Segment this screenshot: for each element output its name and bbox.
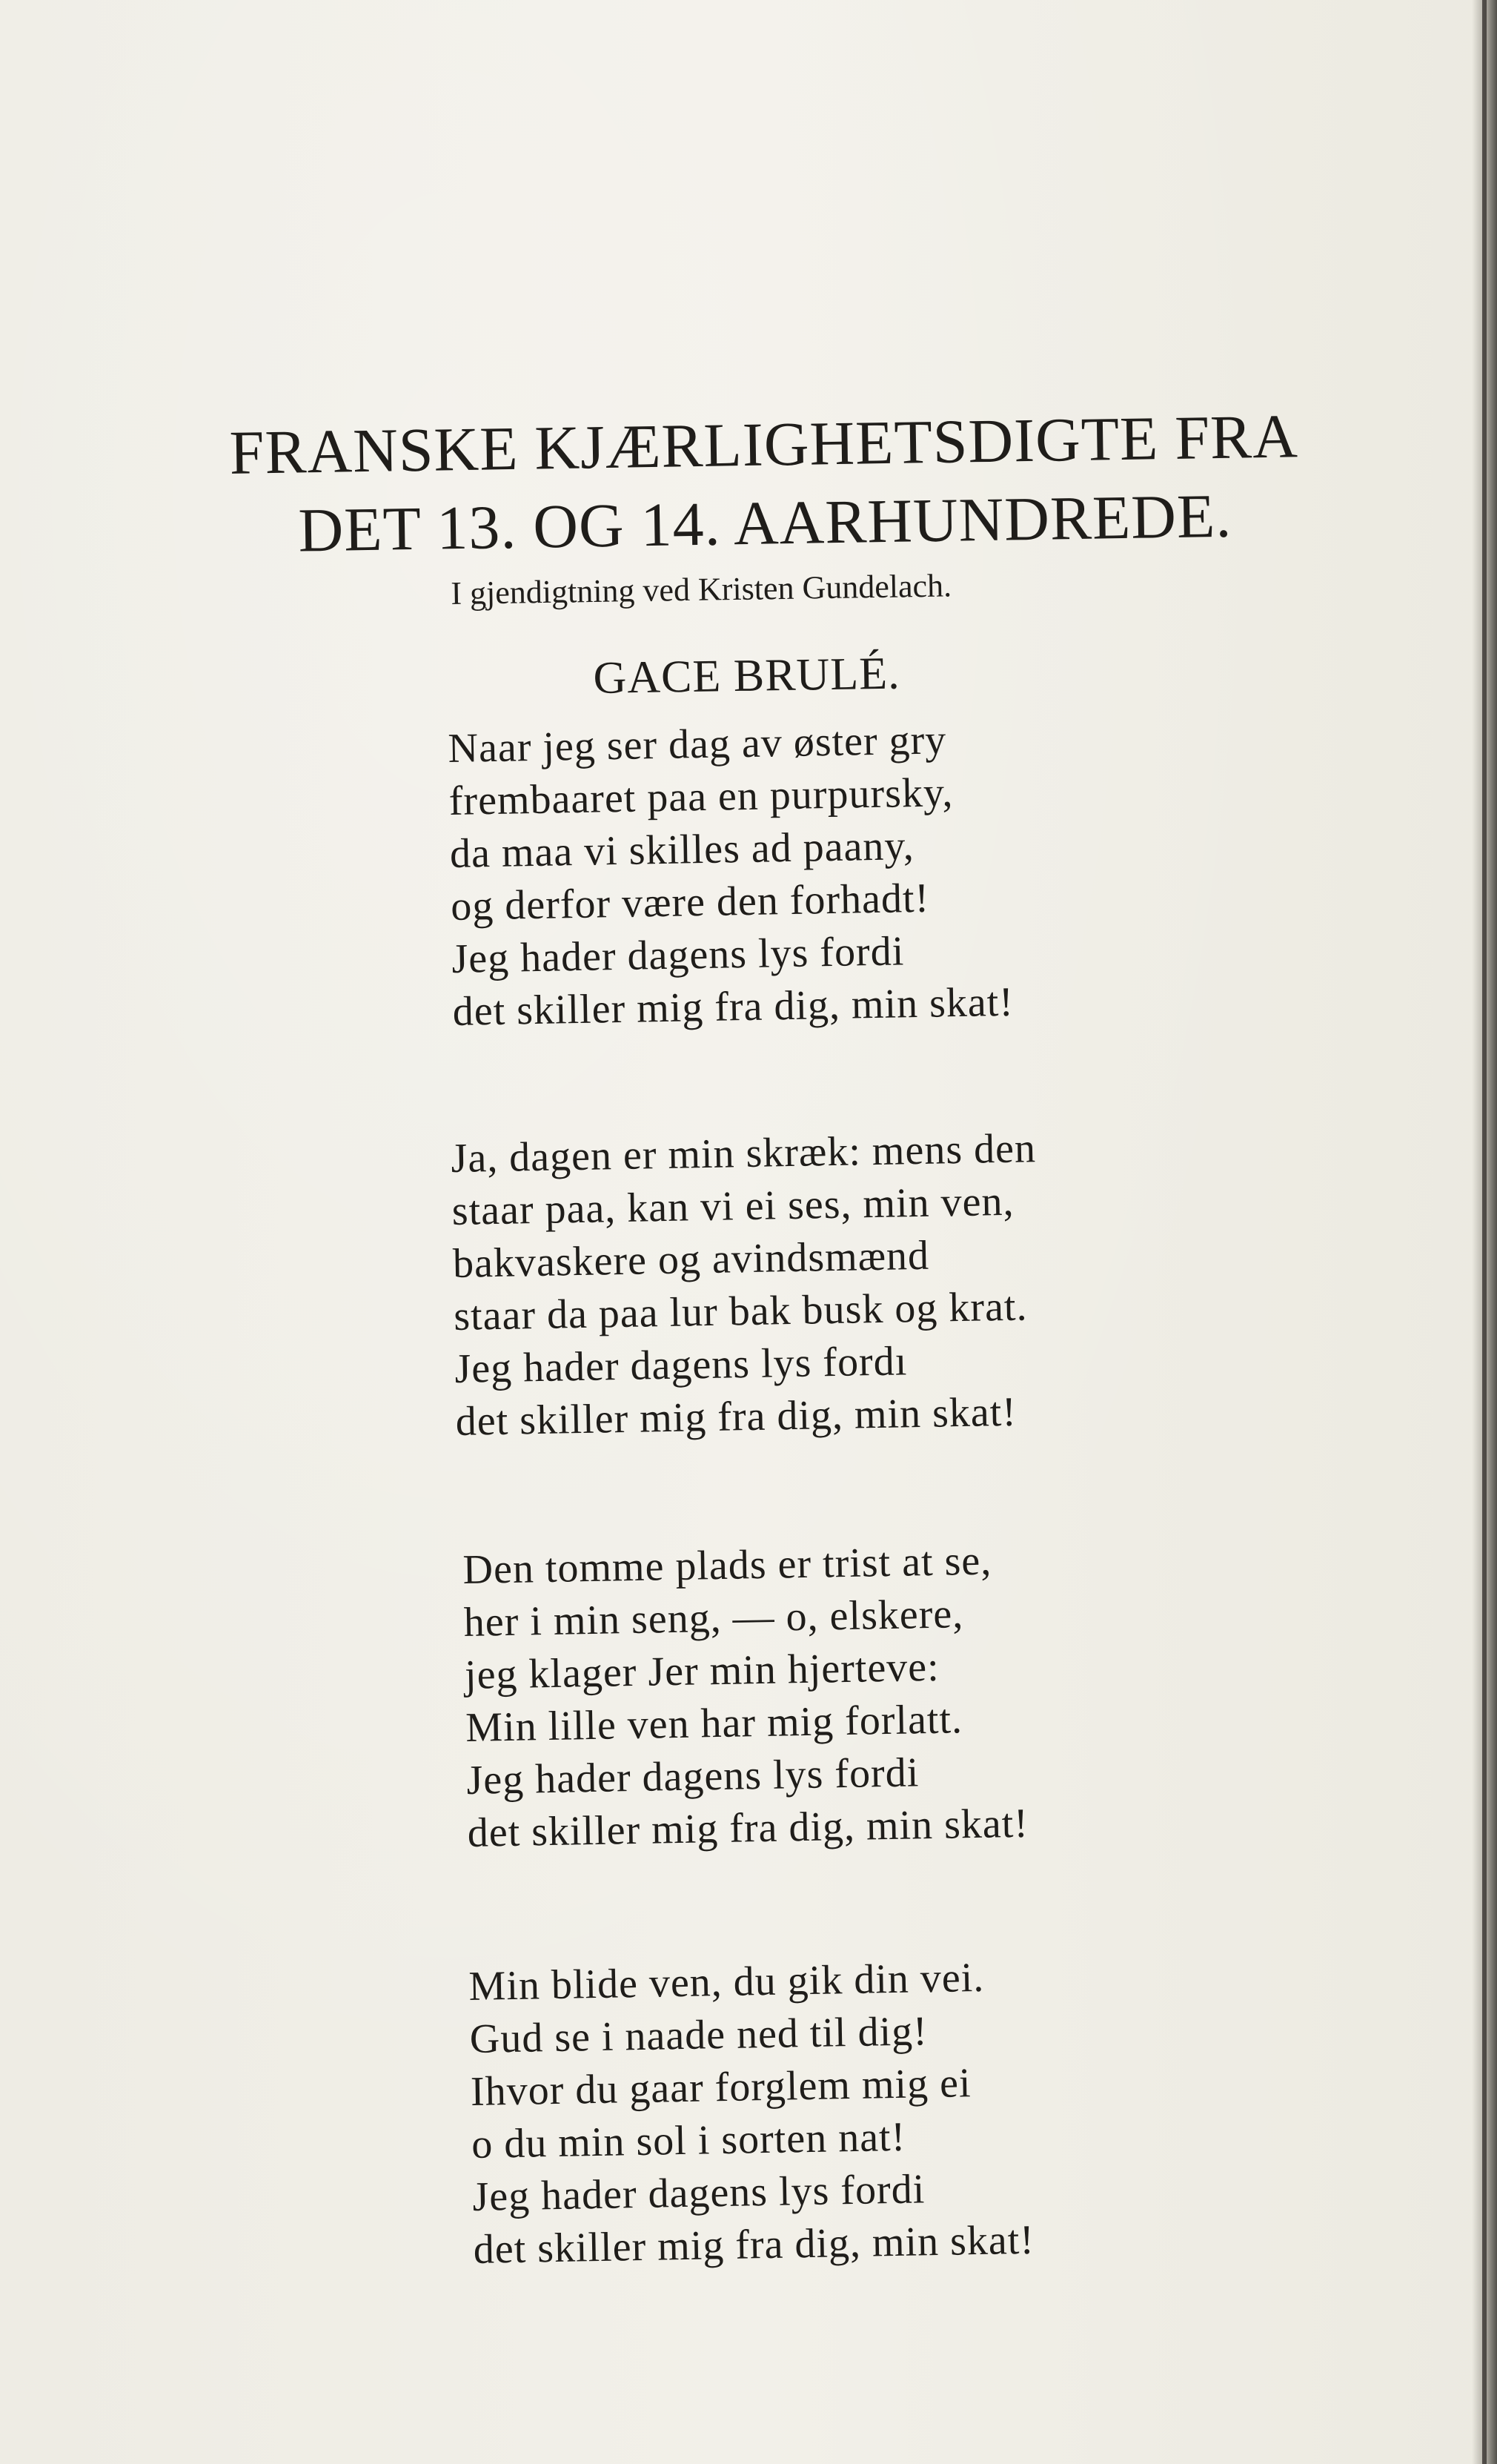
stanza-2 — [451, 1122, 1041, 1448]
page-edge-line — [1482, 0, 1487, 2464]
poem-line: Jeg hader dagens lys fordı — [454, 1338, 908, 1392]
poem-line: Jeg hader dagens lys fordi — [472, 2166, 926, 2220]
page-title — [178, 397, 1351, 572]
poem-line: Ihvor du gaar forglem mig ei — [470, 2060, 972, 2115]
stanza-4 — [468, 1951, 1035, 2276]
poem-line: staar paa, kan vi ei ses, min ven, — [451, 1178, 1015, 1234]
stanza-1 — [448, 713, 1015, 1039]
poem-line: her i min seng, — o, elskere, — [463, 1591, 964, 1646]
poem-line: jeg klager Jer min hjerteve: — [464, 1643, 940, 1698]
poem-line: Naar jeg ser dag av øster gry — [448, 717, 947, 772]
poem-line: det skiller mig fra dig, min skat! — [452, 978, 1015, 1035]
stanza-3 — [462, 1534, 1029, 1860]
poem-line: det skiller mig fra dig, min skat! — [467, 1800, 1029, 1856]
poem-line: Jeg hader dagens lys fordi — [451, 928, 905, 982]
translator-note: I gjendigtning ved Kristen Gundelach. — [451, 567, 952, 612]
poem-line: da maa vi skilles ad paany, — [449, 823, 915, 877]
poem-line: Min lille ven har mig forlatt. — [465, 1696, 963, 1751]
poem-line: frembaaret paa en purpursky, — [448, 769, 954, 824]
author-heading: GACE BRULÉ. — [593, 648, 901, 703]
title-line-2: DET 13. OG 14. AARHUNDREDE. — [297, 481, 1232, 566]
poem-line: bakvaskere og avindsmænd — [452, 1232, 930, 1287]
poem-line: Den tomme plads er trist at se, — [462, 1537, 992, 1593]
poem-line: Ja, dagen er min skræk: mens den — [451, 1125, 1037, 1182]
poem-line: Min blide ven, du gik din vei. — [468, 1954, 985, 2010]
poem-line: det skiller mig fra dig, min skat! — [455, 1388, 1018, 1445]
poem-line: Gud se i naade ned til dig! — [469, 2008, 929, 2062]
poem-line: Jeg hader dagens lys fordi — [466, 1749, 920, 1804]
title-line-1: FRANSKE KJÆRLIGHETSDIGTE FRA — [229, 402, 1299, 488]
poem-line: staar da paa lur bak busk og krat. — [453, 1283, 1028, 1339]
poem-line: og derfor være den forhadt! — [450, 875, 930, 930]
poem-line: det skiller mig fra dig, min skat! — [473, 2216, 1035, 2273]
poem-line: o du min sol i sorten nat! — [471, 2113, 906, 2167]
